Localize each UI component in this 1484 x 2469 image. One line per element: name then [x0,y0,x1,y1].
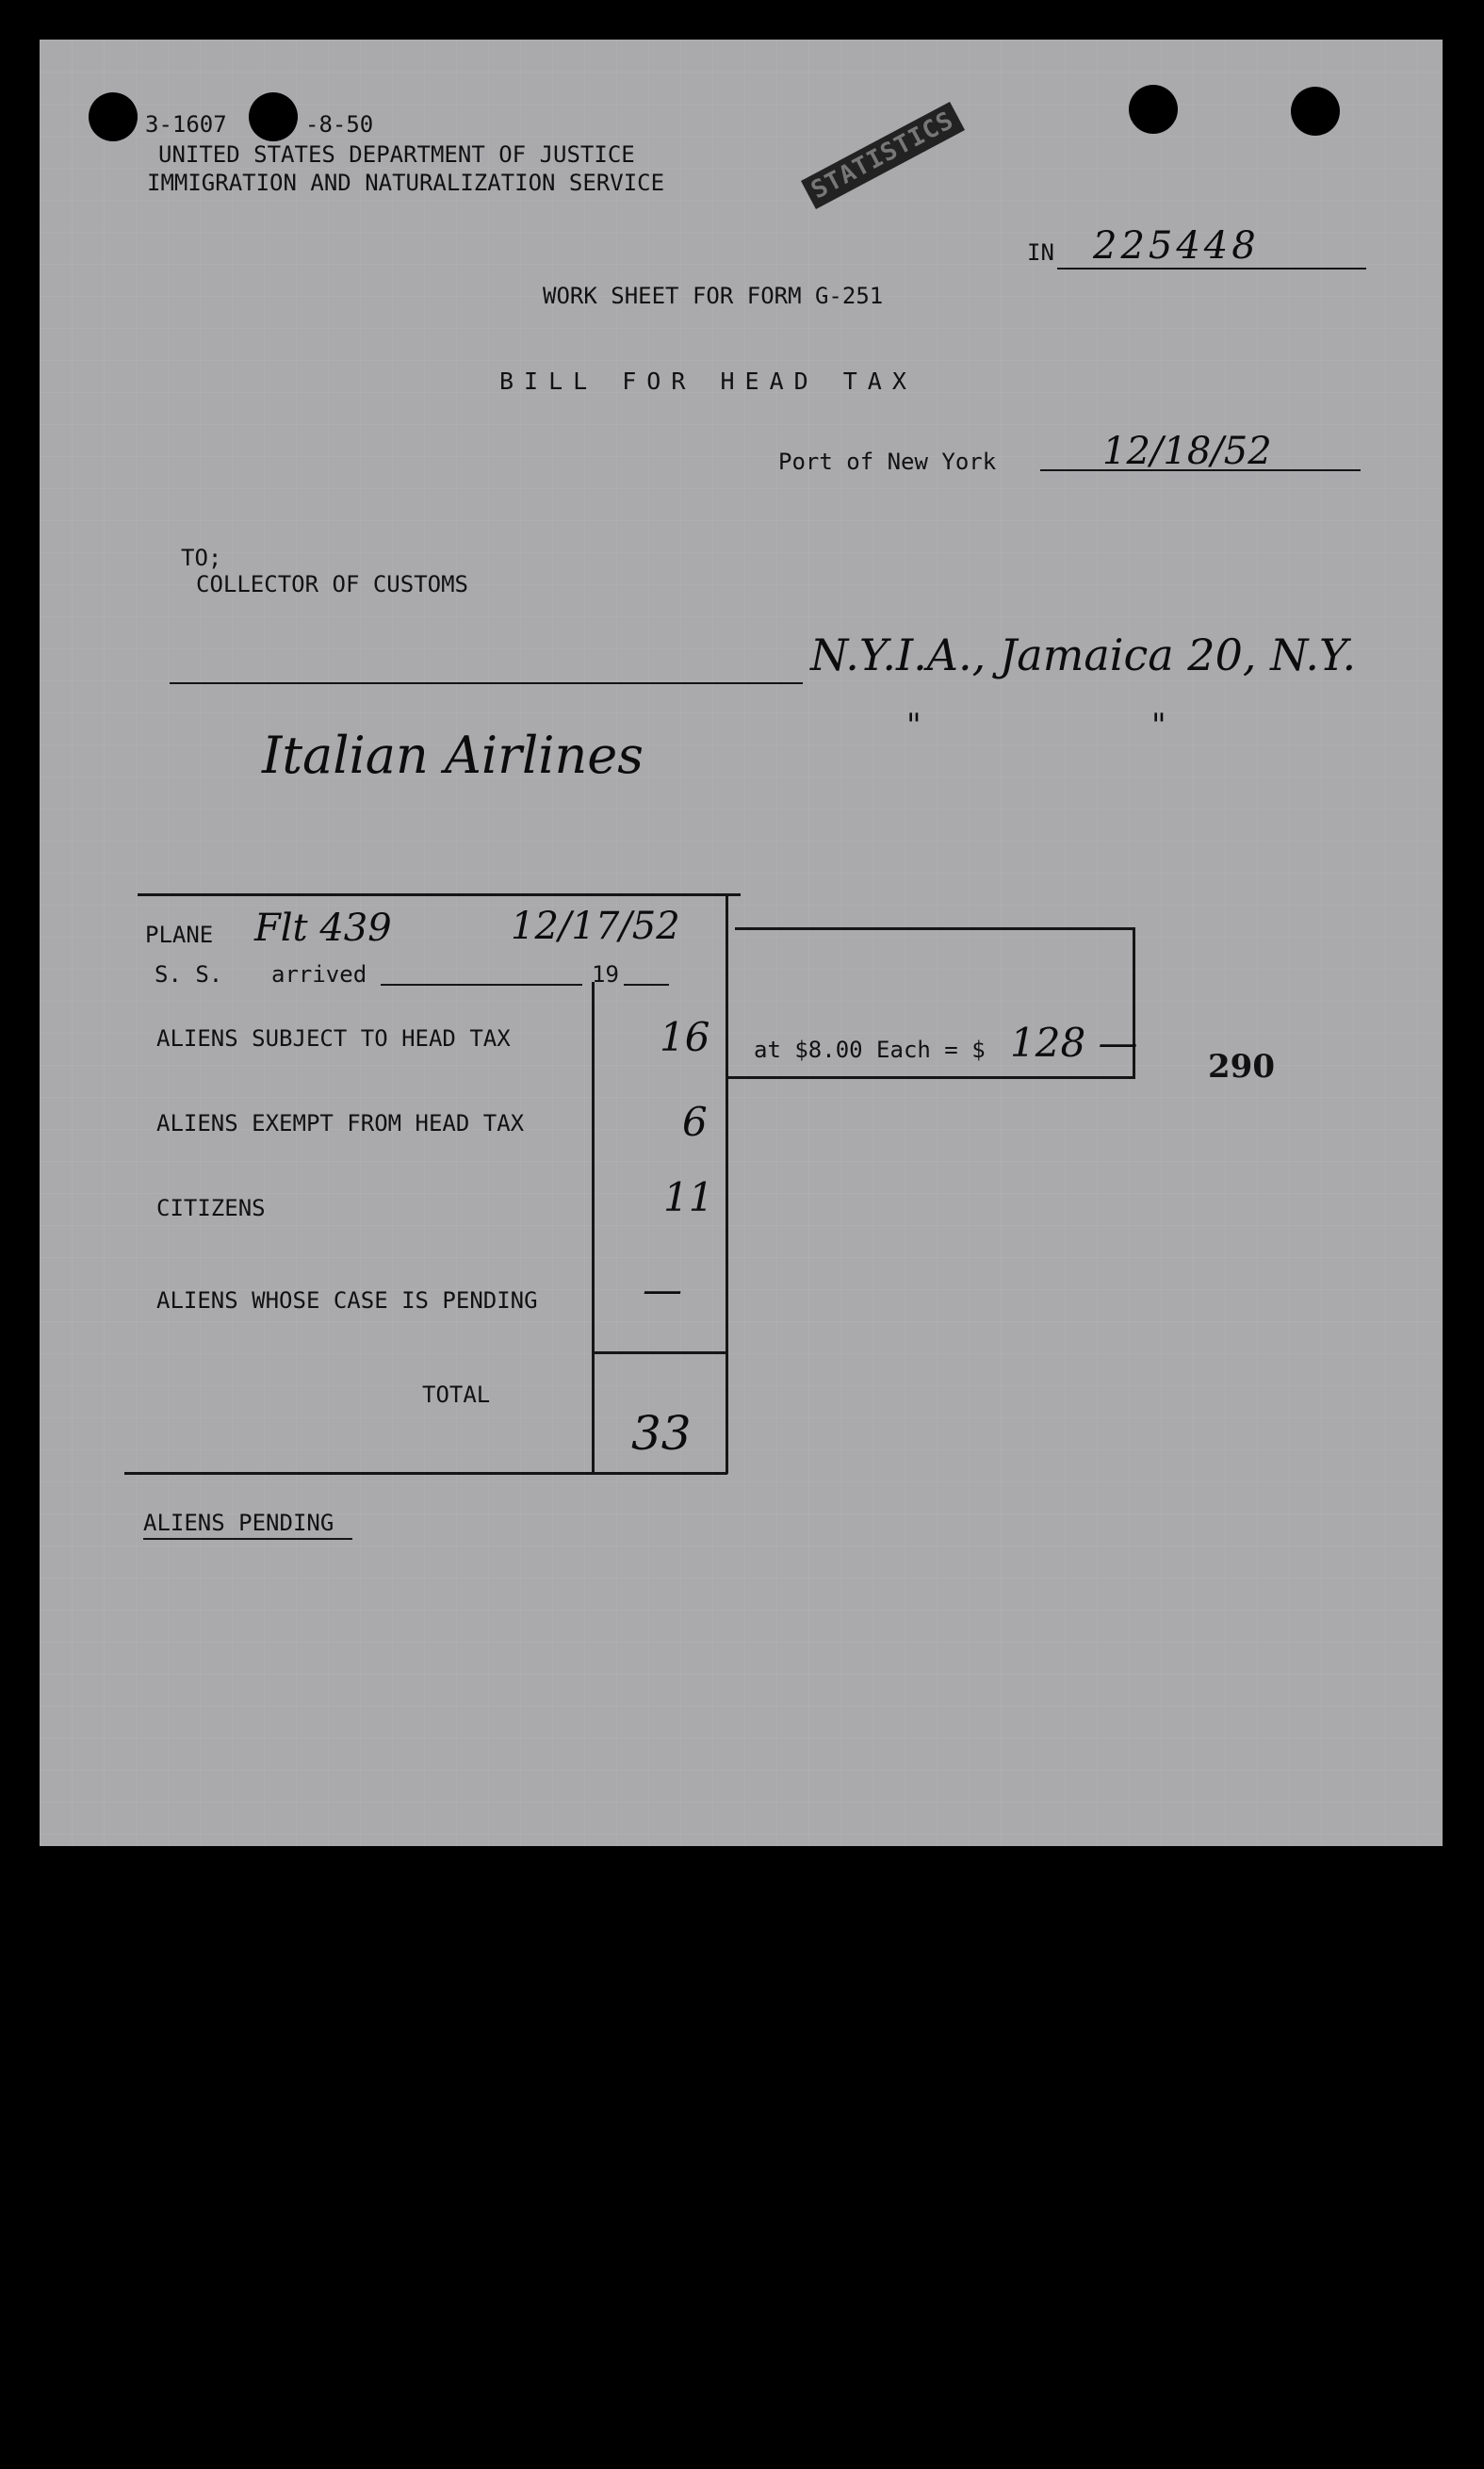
port-date-value: 12/18/52 [1102,430,1272,473]
department-name: UNITED STATES DEPARTMENT OF JUSTICE [158,141,635,168]
punch-hole-right [1291,87,1340,136]
ss-label: S. S. [155,961,223,988]
table-top-line [138,893,741,896]
bill-title: BILL FOR HEAD TAX [499,368,917,395]
aliens-pending-label: ALIENS PENDING [143,1510,334,1536]
row-value-subject: 16 [660,1014,710,1060]
year-label: 19 [592,961,619,988]
total-label: TOTAL [422,1382,491,1408]
ditto-mark-2: " [1151,707,1166,744]
in-underline [1057,268,1366,270]
ditto-mark-1: " [906,707,921,744]
punch-hole-second [249,92,298,141]
work-sheet-title: WORK SHEET FOR FORM G-251 [543,283,884,309]
form-number: 3-1607 [145,111,227,138]
recipient-underline [170,682,803,684]
tax-box-bottom [726,1076,1135,1079]
row-label-subject: ALIENS SUBJECT TO HEAD TAX [156,1025,511,1052]
value-column-divider [592,982,595,1474]
collector-of-customs: COLLECTOR OF CUSTOMS [196,571,468,597]
table-right-border [726,893,728,1474]
row-label-pending: ALIENS WHOSE CASE IS PENDING [156,1287,538,1314]
to-label: TO; [181,545,222,571]
statistics-stamp [801,102,965,209]
carrier-handwritten: Italian Airlines [262,726,644,785]
punch-hole-left [89,92,138,141]
table-bottom-line [124,1472,727,1475]
location-handwritten: N.Y.I.A., Jamaica 20, N.Y. [810,630,1357,680]
arrived-underline [381,984,582,986]
in-label: IN [1027,239,1054,266]
punch-hole-third [1129,85,1178,134]
tax-box-top [735,927,1134,930]
total-divider [592,1351,728,1354]
row-value-pending: — [643,1267,682,1313]
row-value-citizens: 11 [663,1174,714,1220]
aliens-pending-underline [143,1538,352,1540]
year-underline [624,984,669,986]
form-revision-date: -8-50 [305,111,374,138]
plane-flight-value: Flt 439 [254,907,392,950]
service-name: IMMIGRATION AND NATURALIZATION SERVICE [147,170,665,196]
arrived-label: arrived [271,961,367,988]
document-page [40,40,1443,1846]
tax-rate-text: at $8.00 Each = $ [754,1037,986,1063]
row-label-citizens: CITIZENS [156,1195,266,1221]
port-label: Port of New York [778,449,997,475]
tax-amount-value: 128 — [1010,1020,1138,1066]
plane-date-value: 12/17/52 [511,905,680,948]
stamp-text: STATISTICS [807,106,959,205]
side-number: 290 [1208,1048,1275,1086]
in-number-value: 225448 [1093,224,1260,268]
row-value-exempt: 6 [682,1099,708,1145]
plane-label: PLANE [145,922,214,948]
total-value: 33 [631,1406,692,1461]
row-label-exempt: ALIENS EXEMPT FROM HEAD TAX [156,1110,525,1136]
